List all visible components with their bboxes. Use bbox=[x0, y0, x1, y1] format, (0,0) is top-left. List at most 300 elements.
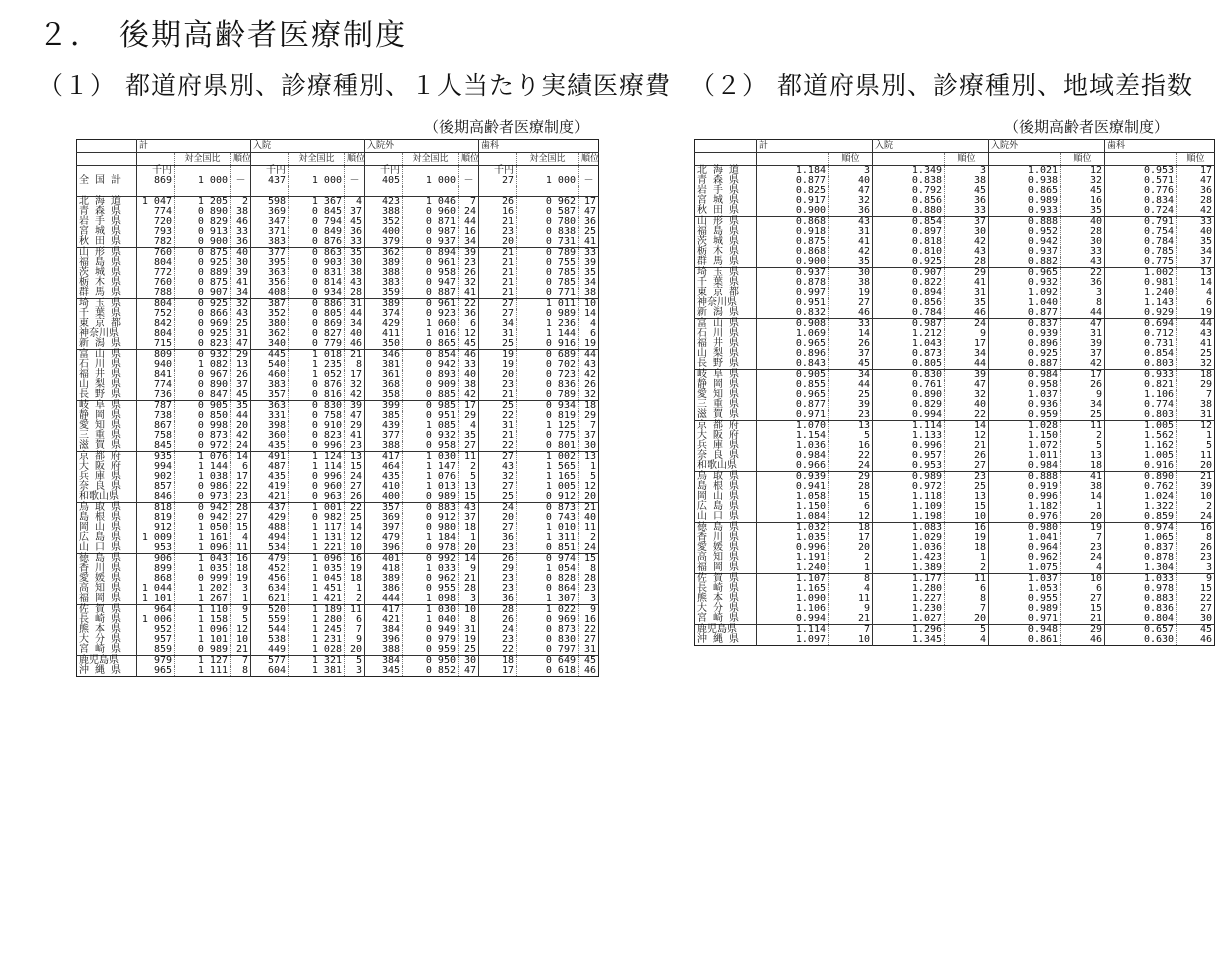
cell: 18 bbox=[479, 656, 517, 667]
cell: 0 875 bbox=[175, 278, 231, 288]
cell: 1 098 bbox=[403, 594, 459, 605]
cell: 842 bbox=[137, 319, 175, 329]
cell: 0 823 bbox=[289, 431, 345, 441]
cell: 0 828 bbox=[517, 574, 579, 584]
cell: 43 bbox=[829, 217, 873, 228]
cell: 604 bbox=[251, 666, 289, 677]
cell: 902 bbox=[137, 472, 175, 482]
cell: 340 bbox=[251, 339, 289, 350]
cell: 36 bbox=[945, 196, 989, 206]
cell: 0.762 bbox=[1105, 482, 1177, 492]
prefecture-row bbox=[695, 278, 1215, 288]
cell: 1.154 bbox=[757, 431, 829, 441]
prefecture-row bbox=[695, 421, 1215, 432]
header-rank: 順位 bbox=[829, 153, 873, 166]
cell: 28 bbox=[479, 605, 517, 616]
cell: 25 bbox=[345, 513, 365, 523]
cell: 31 bbox=[829, 227, 873, 237]
cell: 350 bbox=[365, 339, 403, 350]
cell: 24 bbox=[829, 461, 873, 472]
prefecture-name: 佐 賀 県 bbox=[695, 574, 757, 585]
cell: 0 830 bbox=[517, 635, 579, 645]
cell: 25 bbox=[459, 645, 479, 656]
prefecture-name: 山 梨 県 bbox=[79, 379, 122, 390]
prefecture-name: 青 森 県 bbox=[697, 175, 740, 186]
cell: 8 bbox=[945, 594, 989, 604]
header-ratio: 対全国比 bbox=[403, 153, 459, 166]
cell: 35 bbox=[1061, 206, 1105, 217]
cell: 25 bbox=[1061, 410, 1105, 421]
cell: 8 bbox=[579, 564, 599, 574]
cell: 479 bbox=[251, 554, 289, 565]
cell: 0.834 bbox=[1105, 196, 1177, 206]
cell: 34 bbox=[345, 319, 365, 329]
cell: 396 bbox=[365, 543, 403, 554]
cell: 4 bbox=[345, 197, 365, 208]
prefecture-name: 愛 知 県 bbox=[697, 389, 740, 400]
cell: 0 989 bbox=[175, 645, 231, 656]
cell: 0 974 bbox=[517, 554, 579, 565]
prefecture-name: 新 潟 県 bbox=[79, 338, 122, 349]
cell: － bbox=[579, 176, 599, 186]
cell: 0.837 bbox=[989, 319, 1061, 330]
cell: 1.165 bbox=[757, 584, 829, 594]
cell: 544 bbox=[251, 625, 289, 635]
cell: 1 451 bbox=[289, 584, 345, 594]
cell: 25 bbox=[579, 227, 599, 237]
cell: 0.919 bbox=[989, 482, 1061, 492]
header-ratio: 対全国比 bbox=[175, 153, 231, 166]
cell: 28 bbox=[231, 503, 251, 514]
cell: 15 bbox=[1177, 584, 1215, 594]
cell: 29 bbox=[829, 472, 873, 483]
cell: 13 bbox=[945, 492, 989, 502]
source-note-2: （後期高齢者医療制度） bbox=[1004, 118, 1170, 136]
cell: 43 bbox=[479, 462, 517, 472]
cell: 25 bbox=[231, 319, 251, 329]
cell: 4 bbox=[1061, 563, 1105, 574]
cell: 0.896 bbox=[989, 339, 1061, 349]
cell: 1.083 bbox=[873, 523, 945, 534]
cell: 33 bbox=[231, 227, 251, 237]
cell: 0.896 bbox=[757, 349, 829, 359]
cell: 346 bbox=[365, 350, 403, 361]
cell: 1.011 bbox=[989, 451, 1061, 461]
cell: 0 827 bbox=[289, 329, 345, 339]
cell: 374 bbox=[365, 309, 403, 319]
cell: 27 bbox=[829, 298, 873, 308]
cell: 0 852 bbox=[403, 666, 459, 677]
cell: 1 184 bbox=[403, 533, 459, 543]
prefecture-row bbox=[695, 563, 1215, 574]
cell: 33 bbox=[945, 206, 989, 217]
cell: 23 bbox=[479, 380, 517, 390]
cell: 1 047 bbox=[137, 197, 175, 208]
prefecture-name: 島 根 県 bbox=[79, 512, 122, 523]
cell: 0.958 bbox=[989, 380, 1061, 390]
cell: 369 bbox=[365, 513, 403, 523]
cell: 0 925 bbox=[175, 329, 231, 339]
cell: 0 866 bbox=[175, 309, 231, 319]
prefecture-name: 神奈川県 bbox=[697, 297, 737, 308]
cell: 0 883 bbox=[403, 503, 459, 514]
cell: 7 bbox=[1061, 533, 1105, 543]
cell: 27 bbox=[231, 513, 251, 523]
cell: 17 bbox=[579, 197, 599, 208]
cell: 0 890 bbox=[175, 380, 231, 390]
cell: 22 bbox=[479, 411, 517, 421]
header-outpatient: 入院外 bbox=[365, 140, 479, 153]
cell: 26 bbox=[829, 339, 873, 349]
prefecture-row bbox=[695, 594, 1215, 604]
cell: 6 bbox=[829, 502, 873, 512]
cell: 439 bbox=[365, 421, 403, 431]
cell: 15 bbox=[1061, 604, 1105, 614]
cell: 464 bbox=[365, 462, 403, 472]
cell: 0.932 bbox=[989, 278, 1061, 288]
cell: 0.966 bbox=[757, 461, 829, 472]
cell: 12 bbox=[1177, 421, 1215, 432]
cell: 371 bbox=[251, 227, 289, 237]
cell: 0 823 bbox=[175, 339, 231, 350]
cell: 1 231 bbox=[289, 635, 345, 645]
cell: 31 bbox=[579, 645, 599, 656]
cell: 1 028 bbox=[289, 645, 345, 656]
prefecture-row bbox=[695, 186, 1215, 196]
cell: 0.925 bbox=[989, 349, 1061, 359]
cell: 1.230 bbox=[873, 604, 945, 614]
cell: 0 889 bbox=[175, 268, 231, 278]
cell: 4 bbox=[579, 319, 599, 329]
cell: 0 916 bbox=[517, 339, 579, 350]
cell: 0.861 bbox=[989, 635, 1061, 646]
prefecture-name: 宮 城 県 bbox=[79, 226, 122, 237]
cell: 31 bbox=[1061, 329, 1105, 339]
cell: 0.818 bbox=[873, 237, 945, 247]
cell: 30 bbox=[829, 268, 873, 279]
cell: 14 bbox=[231, 452, 251, 463]
cell: 0 942 bbox=[403, 360, 459, 370]
cell: 1 016 bbox=[403, 329, 459, 339]
cell: 32 bbox=[1061, 176, 1105, 186]
cell: 16 bbox=[829, 441, 873, 451]
cell: 0.776 bbox=[1105, 186, 1177, 196]
cell: 2 bbox=[345, 594, 365, 605]
prefecture-name: 岐 阜 県 bbox=[77, 401, 137, 412]
cell: 0 886 bbox=[289, 299, 345, 310]
cell: 32 bbox=[579, 390, 599, 401]
cell: 14 bbox=[345, 523, 365, 533]
cell: 1.114 bbox=[873, 421, 945, 432]
cell: 18 bbox=[231, 564, 251, 574]
cell: 1 010 bbox=[517, 523, 579, 533]
cell: 27 bbox=[479, 523, 517, 533]
cell: 19 bbox=[231, 574, 251, 584]
cell: 23 bbox=[945, 472, 989, 483]
prefecture-row bbox=[77, 390, 599, 401]
cell: 1 321 bbox=[289, 656, 345, 667]
cell: 0.878 bbox=[757, 278, 829, 288]
cell: 385 bbox=[365, 411, 403, 421]
cell: 0 992 bbox=[403, 554, 459, 565]
cell: 21 bbox=[1177, 472, 1215, 483]
cell: 38 bbox=[1061, 482, 1105, 492]
cell: 23 bbox=[1061, 543, 1105, 553]
cell: 760 bbox=[137, 248, 175, 259]
cell: 352 bbox=[365, 217, 403, 227]
cell: 14 bbox=[1177, 278, 1215, 288]
cell: 0.837 bbox=[1105, 543, 1177, 553]
cell: 30 bbox=[1177, 614, 1215, 625]
cell: 44 bbox=[829, 380, 873, 390]
cell: 9 bbox=[945, 329, 989, 339]
cell: 27 bbox=[579, 635, 599, 645]
cell: 1.028 bbox=[989, 421, 1061, 432]
cell: 14 bbox=[945, 421, 989, 432]
cell: 0 961 bbox=[403, 258, 459, 268]
cell: 28 bbox=[1061, 227, 1105, 237]
cell: 35 bbox=[345, 248, 365, 259]
cell: 20 bbox=[479, 513, 517, 523]
cell: 1 101 bbox=[175, 635, 231, 645]
prefecture-name: 熊 本 県 bbox=[697, 593, 740, 604]
cell: 43 bbox=[459, 503, 479, 514]
cell: 21 bbox=[479, 288, 517, 299]
national-total-row bbox=[77, 176, 599, 186]
header-rank: 順位 bbox=[579, 153, 599, 166]
cell: 15 bbox=[459, 492, 479, 503]
cell: 44 bbox=[1177, 319, 1215, 330]
cell: 23 bbox=[459, 258, 479, 268]
cell: 36 bbox=[479, 594, 517, 605]
cell: 487 bbox=[251, 462, 289, 472]
cell: 11 bbox=[1177, 451, 1215, 461]
cell: 2 bbox=[579, 533, 599, 543]
cell: 0 723 bbox=[517, 370, 579, 380]
cell: 1 bbox=[231, 594, 251, 605]
header-inpatient: 入院 bbox=[251, 140, 365, 153]
cell: 18 bbox=[829, 523, 873, 534]
cell: 10 bbox=[345, 543, 365, 554]
cell: 0.989 bbox=[873, 472, 945, 483]
cell: 1.162 bbox=[1105, 441, 1177, 451]
cell: 8 bbox=[459, 615, 479, 625]
cell: 0.877 bbox=[757, 400, 829, 410]
cell: 0.948 bbox=[989, 625, 1061, 636]
cell: 29 bbox=[1061, 625, 1105, 636]
prefecture-name: 三 重 県 bbox=[79, 430, 122, 441]
cell: 0 950 bbox=[403, 656, 459, 667]
cell: 736 bbox=[137, 390, 175, 401]
cell: 37 bbox=[459, 513, 479, 523]
cell: 0.825 bbox=[757, 186, 829, 196]
cell: 0 985 bbox=[403, 401, 459, 412]
cell: 867 bbox=[137, 421, 175, 431]
cell: 0.894 bbox=[873, 288, 945, 298]
cell: 31 bbox=[231, 329, 251, 339]
cell: 44 bbox=[1061, 308, 1105, 319]
cell: 18 bbox=[345, 574, 365, 584]
cell: 410 bbox=[365, 482, 403, 492]
cell: 13 bbox=[1177, 268, 1215, 279]
cell: 12 bbox=[945, 431, 989, 441]
cell: 31 bbox=[345, 299, 365, 310]
cell: 0 999 bbox=[175, 574, 231, 584]
regional-index-table bbox=[694, 139, 1215, 646]
cell: 0.972 bbox=[873, 482, 945, 492]
cell: 45 bbox=[579, 656, 599, 667]
cell: 39 bbox=[231, 268, 251, 278]
cell: 359 bbox=[365, 288, 403, 299]
cell: 1.097 bbox=[757, 635, 829, 646]
cell: 1.036 bbox=[757, 441, 829, 451]
cell: 1 235 bbox=[289, 360, 345, 370]
cell: 0 937 bbox=[403, 237, 459, 248]
cell: 0.933 bbox=[989, 206, 1061, 217]
cell: 33 bbox=[1061, 247, 1105, 257]
cell: 0 955 bbox=[403, 584, 459, 594]
cell: 0 819 bbox=[517, 411, 579, 421]
cell: 384 bbox=[365, 625, 403, 635]
prefecture-name: 福 岡 県 bbox=[697, 562, 740, 573]
cell: 12 bbox=[829, 512, 873, 523]
cell: 0 987 bbox=[403, 227, 459, 237]
cell: 380 bbox=[251, 319, 289, 329]
cell: 46 bbox=[231, 217, 251, 227]
cell: 11 bbox=[579, 523, 599, 533]
cell: 31 bbox=[1177, 410, 1215, 421]
prefecture-name: 宮 城 県 bbox=[697, 195, 740, 206]
cell: 0.900 bbox=[757, 206, 829, 217]
cell: 25 bbox=[479, 492, 517, 503]
cell: 0 801 bbox=[517, 441, 579, 452]
cell: 0.810 bbox=[873, 247, 945, 257]
cell: 0 865 bbox=[403, 339, 459, 350]
prefecture-name: 高 知 県 bbox=[79, 583, 122, 594]
cell: 0 996 bbox=[289, 441, 345, 452]
cell: 0.791 bbox=[1105, 217, 1177, 228]
cell: 4 bbox=[1177, 288, 1215, 298]
cell: 0 982 bbox=[289, 513, 345, 523]
cell: 43 bbox=[1177, 329, 1215, 339]
prefecture-row bbox=[695, 410, 1215, 421]
cell: 26 bbox=[945, 451, 989, 461]
cell: 1 236 bbox=[517, 319, 579, 329]
cell: 0.875 bbox=[757, 237, 829, 247]
cell: 774 bbox=[137, 380, 175, 390]
cell: 20 bbox=[345, 645, 365, 656]
cell: 23 bbox=[479, 574, 517, 584]
cell: 26 bbox=[479, 197, 517, 208]
cell: 39 bbox=[1177, 482, 1215, 492]
cell: 9 bbox=[459, 564, 479, 574]
cell: 13 bbox=[829, 421, 873, 432]
cell: 347 bbox=[251, 217, 289, 227]
cell: 9 bbox=[345, 635, 365, 645]
cell: 1.198 bbox=[873, 512, 945, 523]
cell: 401 bbox=[365, 554, 403, 565]
cell: 0 980 bbox=[403, 523, 459, 533]
cell: 0 649 bbox=[517, 656, 579, 667]
cell: 418 bbox=[365, 564, 403, 574]
cell: 0.989 bbox=[989, 604, 1061, 614]
cell: 31 bbox=[945, 288, 989, 298]
cell: 0.887 bbox=[989, 359, 1061, 370]
cell: 0 894 bbox=[403, 248, 459, 259]
cell: 28 bbox=[829, 482, 873, 492]
cell: 377 bbox=[251, 248, 289, 259]
cell: 0 962 bbox=[403, 574, 459, 584]
cell: 47 bbox=[579, 207, 599, 217]
cell: 774 bbox=[137, 207, 175, 217]
cell: 1.227 bbox=[873, 594, 945, 604]
cell: 0.917 bbox=[757, 196, 829, 206]
cell: 23 bbox=[479, 543, 517, 554]
cell: 772 bbox=[137, 268, 175, 278]
cell: 419 bbox=[251, 482, 289, 492]
cell: 1 085 bbox=[403, 421, 459, 431]
cell: 534 bbox=[251, 543, 289, 554]
cell: 16 bbox=[479, 207, 517, 217]
prefecture-row bbox=[695, 533, 1215, 543]
cell: 38 bbox=[579, 288, 599, 299]
cell: 21 bbox=[479, 268, 517, 278]
cell: 10 bbox=[1177, 492, 1215, 502]
cell: 23 bbox=[479, 584, 517, 594]
prefecture-name: 長 崎 県 bbox=[697, 583, 740, 594]
prefecture-row bbox=[695, 247, 1215, 257]
cell: 752 bbox=[137, 309, 175, 319]
cell: 994 bbox=[137, 462, 175, 472]
cell: 36 bbox=[231, 237, 251, 248]
cell: 18 bbox=[945, 543, 989, 553]
cell: 0 963 bbox=[289, 492, 345, 503]
cell: 1 046 bbox=[403, 197, 459, 208]
cell: 25 bbox=[829, 390, 873, 400]
cell: 17 bbox=[345, 370, 365, 380]
cell: 1 158 bbox=[175, 615, 231, 625]
cell: 20 bbox=[479, 370, 517, 380]
cell: － bbox=[459, 176, 479, 186]
prefecture-name: 静 岡 県 bbox=[79, 410, 122, 421]
cell: 0 925 bbox=[175, 299, 231, 310]
cell: 45 bbox=[231, 390, 251, 401]
cell: 386 bbox=[365, 584, 403, 594]
cell: 804 bbox=[137, 258, 175, 268]
prefecture-row bbox=[695, 227, 1215, 237]
cell: 952 bbox=[137, 625, 175, 635]
cell: 21 bbox=[579, 503, 599, 514]
prefecture-name: 高 知 県 bbox=[697, 552, 740, 563]
cell: 3 bbox=[1061, 288, 1105, 298]
cell: 0 731 bbox=[517, 237, 579, 248]
cell: 37 bbox=[1177, 257, 1215, 268]
cell: 1 202 bbox=[175, 584, 231, 594]
cell: 0 789 bbox=[517, 248, 579, 259]
cell: 388 bbox=[365, 268, 403, 278]
prefecture-row bbox=[695, 451, 1215, 461]
prefecture-name: 青 森 県 bbox=[79, 206, 122, 217]
cell: 0 885 bbox=[403, 390, 459, 401]
prefecture-row bbox=[695, 574, 1215, 585]
cell: 43 bbox=[345, 278, 365, 288]
cell: 13 bbox=[231, 360, 251, 370]
cell: 41 bbox=[1177, 339, 1215, 349]
prefecture-name: 宮 崎 県 bbox=[79, 644, 122, 655]
prefecture-row bbox=[77, 645, 599, 656]
prefecture-name: 埼 玉 県 bbox=[77, 299, 137, 310]
cell: 23 bbox=[1177, 553, 1215, 563]
